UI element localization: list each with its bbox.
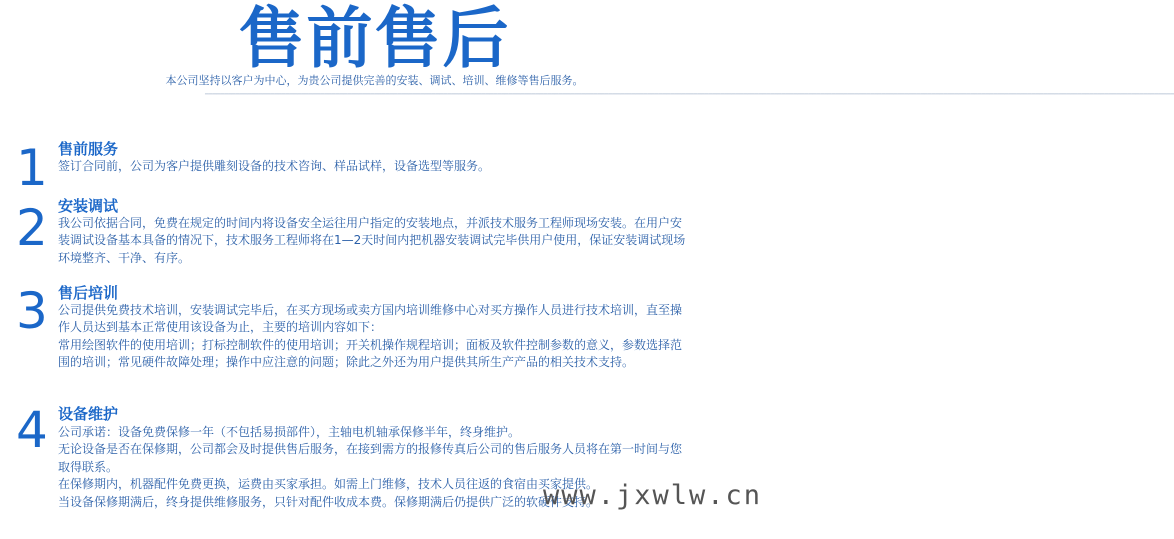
section-4-paragraph: 无论设备是否在保修期，公司都会及时提供售后服务，在接到需方的报修传真后公司的售后服务人员将在第一时间与您取得联系。 [58,442,683,474]
section-1-title: 售前服务 [58,140,119,158]
page-subtitle: 本公司坚持以客户为中心，为贵公司提供完善的安装、调试、培训、维修等售后服务。 [165,74,584,87]
section-4-number: 4 [16,401,48,459]
section-3-body [58,302,686,372]
page-title: 售前售后 [238,0,511,77]
section-4-paragraph: 公司承诺：设备免费保修一年（不包括易损部件），主轴电机轴承保修半年，终身维护。 [58,425,521,439]
section-2-number: 2 [16,199,48,257]
section-4-paragraph: 当设备保修期满后，终身提供维修服务，只针对配件收成本费。保修期满后仍提供广泛的软硬件支持。 [58,494,599,509]
section-3-number: 3 [16,282,48,340]
section-1-number: 1 [16,139,48,197]
section-4-title: 设备维护 [58,405,119,423]
section-3-paragraph: 常用绘图软件的使用培训；打标控制软件的使用培训；开关机操作规程培训；面板及软件控制参数的意义，参数选择范围的培训；常见硬件故障处理；操作中应注意的问题；除此之外还为用户提供其所生产产品的相关技术支持。 [58,337,683,370]
decorative-faint-text: ▁▁▁▁▁▁▁▁▁▁▁▁▁▁▁▁▁▁▁▁▁▁▁▁▁▁▁▁▁▁▁▁▁▁▁▁▁▁▁▁▁▁▁▁▁▁▁▁▁▁▁▁▁▁▁▁▁▁▁▁▁▁▁▁▁▁▁▁▁▁▁▁▁▁▁▁▁▁▁▁▁▁▁▁▁▁▁▁▁▁▁▁▁▁▁▁▁▁▁▁▁▁▁▁▁▁▁▁▁▁▁▁▁▁▁▁▁▁▁▁▁▁▁▁▁▁▁▁▁▁▁▁▁▁▁▁▁▁▁▁▁▁▁▁▁▁▁▁▁▁▁▁▁▁▁▁▁▁▁▁▁▁▁▁▁▁▁▁▁▁▁▁▁▁▁▁▁▁▁▁▁▁▁▁▁▁▁▁▁▁▁▁▁▁▁▁▁▁▁▁▁▁▁▁▁▁▁▁▁▁▁▁▁▁▁▁▁▁▁▁▁▁▁▁▁▁▁▁▁▁▁▁▁▁▁▁▁▁▁▁▁▁▁▁▁▁▁▁▁▁▁▁ [205,89,1174,95]
section-3-paragraph: 公司提供免费技术培训，安装调试完毕后，在买方现场或卖方国内培训维修中心对买方操作人员进行技术培训，直至操作人员达到基本正常使用该设备为止，主要的培训内容如下： [58,303,683,335]
section-2-body [58,215,686,267]
section-2-title: 安装调试 [58,197,119,215]
section-4-paragraph: 在保修期内，机器配件免费更换，运费由买家承担。如需上门维修，技术人员往返的食宿由买家提供。 [58,477,599,492]
section-2-paragraph: 我公司依据合同，免费在规定的时间内将设备安全运往用户指定的安装地点，并派技术服务工程师现场安装。在用户安装调试设备基本具备的情况下，技术服务工程师将在1—2天时间内把机器安装调试完毕供用户使用，保证安装调试现场环境整齐、干净、有序。 [58,216,686,265]
site-watermark: www.jxwlw.cn [543,480,763,511]
section-1-paragraph: 签订合同前，公司为客户提供雕刻设备的技术咨询、样品试样，设备选型等服务。 [58,159,491,173]
section-3-title: 售后培训 [58,284,119,302]
section-1-body [58,158,686,175]
